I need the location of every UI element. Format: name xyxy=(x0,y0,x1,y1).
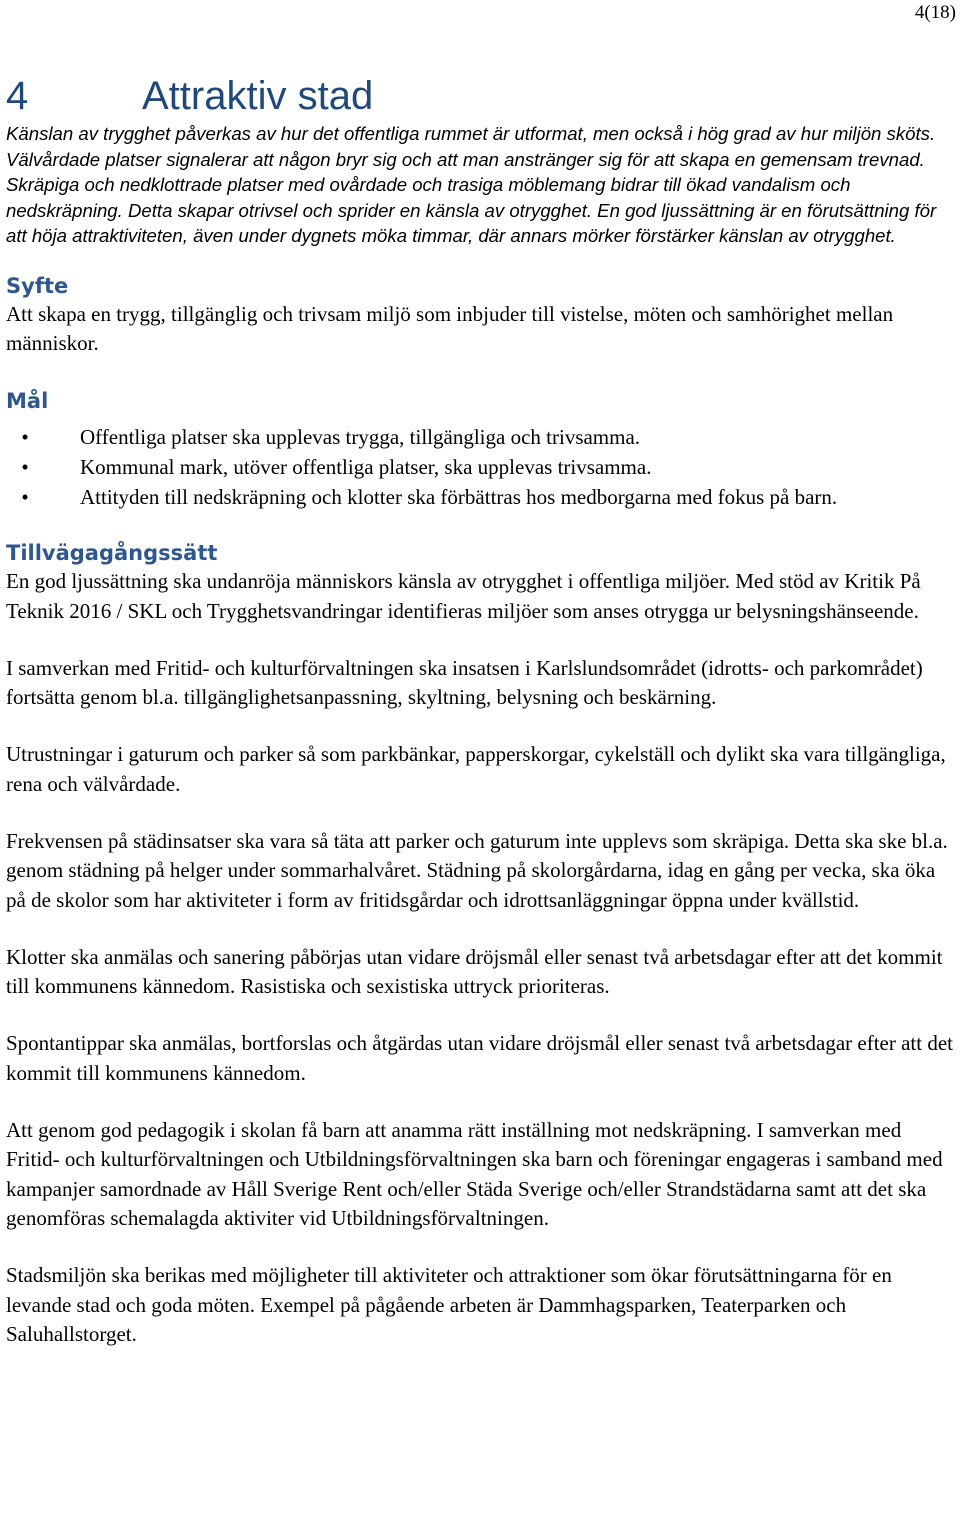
bullet-icon: • xyxy=(21,484,29,509)
goal-list xyxy=(6,423,954,512)
goal-text: Attityden till nedskräpning och klotter ska förbättras hos medborgarna med fokus på barn. xyxy=(80,484,838,509)
goal-text: Offentliga platser ska upplevas trygga, tillgängliga och trivsamma. xyxy=(80,425,641,450)
bullet-icon: • xyxy=(21,454,29,479)
chapter-number: 4 xyxy=(6,74,29,118)
page-content xyxy=(6,72,954,1349)
syfte-paragraph: Att skapa en trygg, tillgänglig och trivsam miljö som inbjuder till vistelse, möten och samhörighet mellan människor. xyxy=(6,301,894,355)
bullet-icon: • xyxy=(21,425,29,450)
goal-item xyxy=(6,453,954,483)
section-heading-mal: Mål xyxy=(6,389,49,414)
intro-paragraph: Känslan av trygghet påverkas av hur det offentliga rummet är utformat, men också i hög grad av hur miljön sköts. Välvårdade platser signalerar att någon bryr sig och att man anstränger sig för att skapa en gemensam trevnad. Skräpiga och nedklottrade platser med ovårdade och trasiga möblemang bidrar till ökad vandalism och nedskräpning. Detta skapar otrivsel och sprider en känsla av otrygghet. En god ljussättning är en förutsättning för att höja attraktiviteten, även under dygnets möka timmar, där annars mörker förstärker känslan av otrygghet. xyxy=(6,123,937,246)
method-paragraph: Att genom god pedagogik i skolan få barn att anamma rätt inställning mot nedskräpning. I samverkan med Fritid- och kulturförvaltningen och Utbildningsförvaltningen ska barn och föreningar engageras i samband med kampanjer samordnade av Håll Sverige Rent och/eller Städa Sverige och/eller Strandstädarna samt att det ska genomföras schemalagda aktiviter vid Utbildningsförvaltningen. xyxy=(6,1118,943,1230)
method-paragraph: Utrustningar i gaturum och parker så som parkbänkar, papperskorgar, cykelställ och dylikt ska vara tillgängliga, rena och välvårdade. xyxy=(6,742,946,796)
method-paragraph: En god ljussättning ska undanröja människors känsla av otrygghet i offentliga miljöer. Med stöd av Kritik På Teknik 2016 / SKL och Trygghetsvandringar identifieras miljöer som anses otrygga ur belysningshänseende. xyxy=(6,569,921,623)
method-paragraph: Klotter ska anmälas och sanering påbörjas utan vidare dröjsmål eller senast två arbetsdagar efter att det kommit till kommunens kännedom. Rasistiska och sexistiska uttryck prioriteras. xyxy=(6,944,943,999)
method-paragraph: Spontantippar ska anmälas, bortforslas och åtgärdas utan vidare dröjsmål eller senast två arbetsdagar efter att det kommit till kommunens kännedom. xyxy=(6,1031,953,1085)
goal-item xyxy=(6,483,954,513)
section-heading-tillvagagangssatt: Tillvägagångssätt xyxy=(6,541,218,566)
page-number: 4(18) xyxy=(914,2,956,23)
method-paragraph: Frekvensen på städinsatser ska vara så täta att parker och gaturum inte upplevs som skräpiga. Detta ska ske bl.a. genom städning på helger under sommarhalvåret. Städning på skolorgårdarna, idag en gång per vecka, ska öka på de skolor som har aktiviteter i form av fritidsgårdar och idrottsanläggningar öppna under kvällstid. xyxy=(6,828,948,912)
method-paragraph: I samverkan med Fritid- och kulturförvaltningen ska insatsen i Karlslundsområdet (idrotts- och parkområdet) fortsätta genom bl.a. tillgänglighetsanpassning, skyltning, belysning och beskärning. xyxy=(6,655,923,710)
goal-text: Kommunal mark, utöver offentliga platser, ska upplevas trivsamma. xyxy=(80,454,652,479)
method-paragraph: Stadsmiljön ska berikas med möjligheter till aktiviteter och attraktioner som ökar förutsättningarna för en levande stad och goda möten. Exempel på pågående arbeten är Dammhagsparken, Teaterparken och Saluhallstorget. xyxy=(6,1263,892,1346)
goal-item xyxy=(6,423,954,453)
chapter-heading xyxy=(6,72,954,120)
chapter-title: Attraktiv stad xyxy=(142,74,374,118)
section-heading-syfte: Syfte xyxy=(6,273,69,298)
